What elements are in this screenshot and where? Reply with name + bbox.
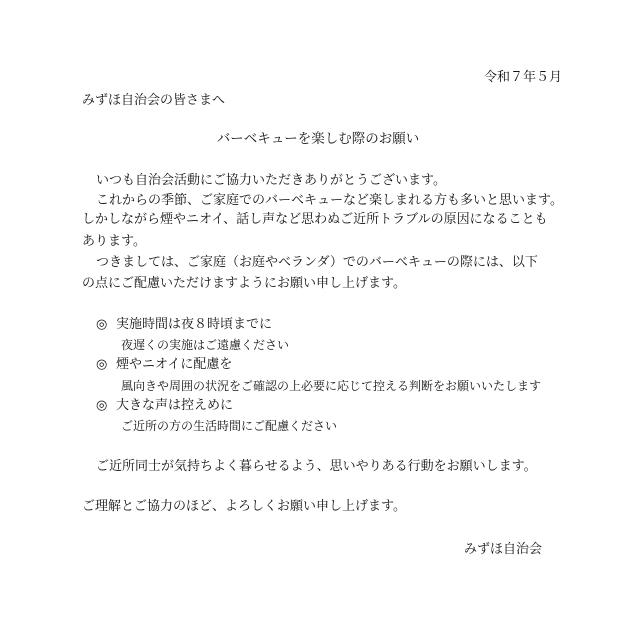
- double-circle-bullet-icon: ◎: [96, 317, 108, 332]
- list-item-detail: 風向きや周囲の状況をご確認の上必要に応じて控える判断をお願いいたします: [121, 379, 542, 393]
- double-circle-bullet-icon: ◎: [96, 398, 108, 413]
- closing-line: ご理解とご協力のほど、よろしくお願い申し上げます。: [82, 499, 406, 514]
- letter-signature: みずほ自治会: [464, 542, 543, 557]
- list-item-heading-text: 大きな声は控えめに: [116, 398, 234, 413]
- list-item-heading: [96, 398, 233, 414]
- list-item-heading-text: 実施時間は夜８時頃までに: [116, 317, 273, 332]
- letter-date: 令和７年５月: [484, 70, 563, 85]
- body-line: いつも自治会活動にご協力いただきありがとうございます。: [96, 173, 446, 188]
- body-line: の点にご配慮いただけますようにお願い申し上げます。: [82, 276, 406, 291]
- list-item-heading: [96, 357, 232, 373]
- body-line: つきましては、ご家庭（お庭やベランダ）でのバーベキューの際には、以下: [96, 255, 538, 270]
- list-item-detail: ご近所の方の生活時間にご配慮ください: [121, 419, 338, 433]
- letter-addressee: みずほ自治会の皆さまへ: [82, 93, 226, 108]
- body-line: これからの季節、ご家庭でのバーベキューなど楽しまれる方も多いと思います。: [96, 193, 563, 208]
- letter-title: バーベキューを楽しむ際のお願い: [216, 131, 420, 147]
- list-item-detail: 夜遅くの実施はご遠慮ください: [121, 338, 290, 352]
- list-item-heading: [96, 317, 272, 333]
- body-line: しかしながら煙やニオイ、話し声など思わぬご近所トラブルの原因になることも: [82, 212, 548, 227]
- double-circle-bullet-icon: ◎: [96, 357, 108, 372]
- body-line: あります。: [82, 234, 146, 249]
- list-item-heading-text: 煙やニオイに配慮を: [116, 357, 233, 372]
- closing-line: ご近所同士が気持ちよく暮らせるよう、思いやりある行動をお願いします。: [96, 459, 537, 474]
